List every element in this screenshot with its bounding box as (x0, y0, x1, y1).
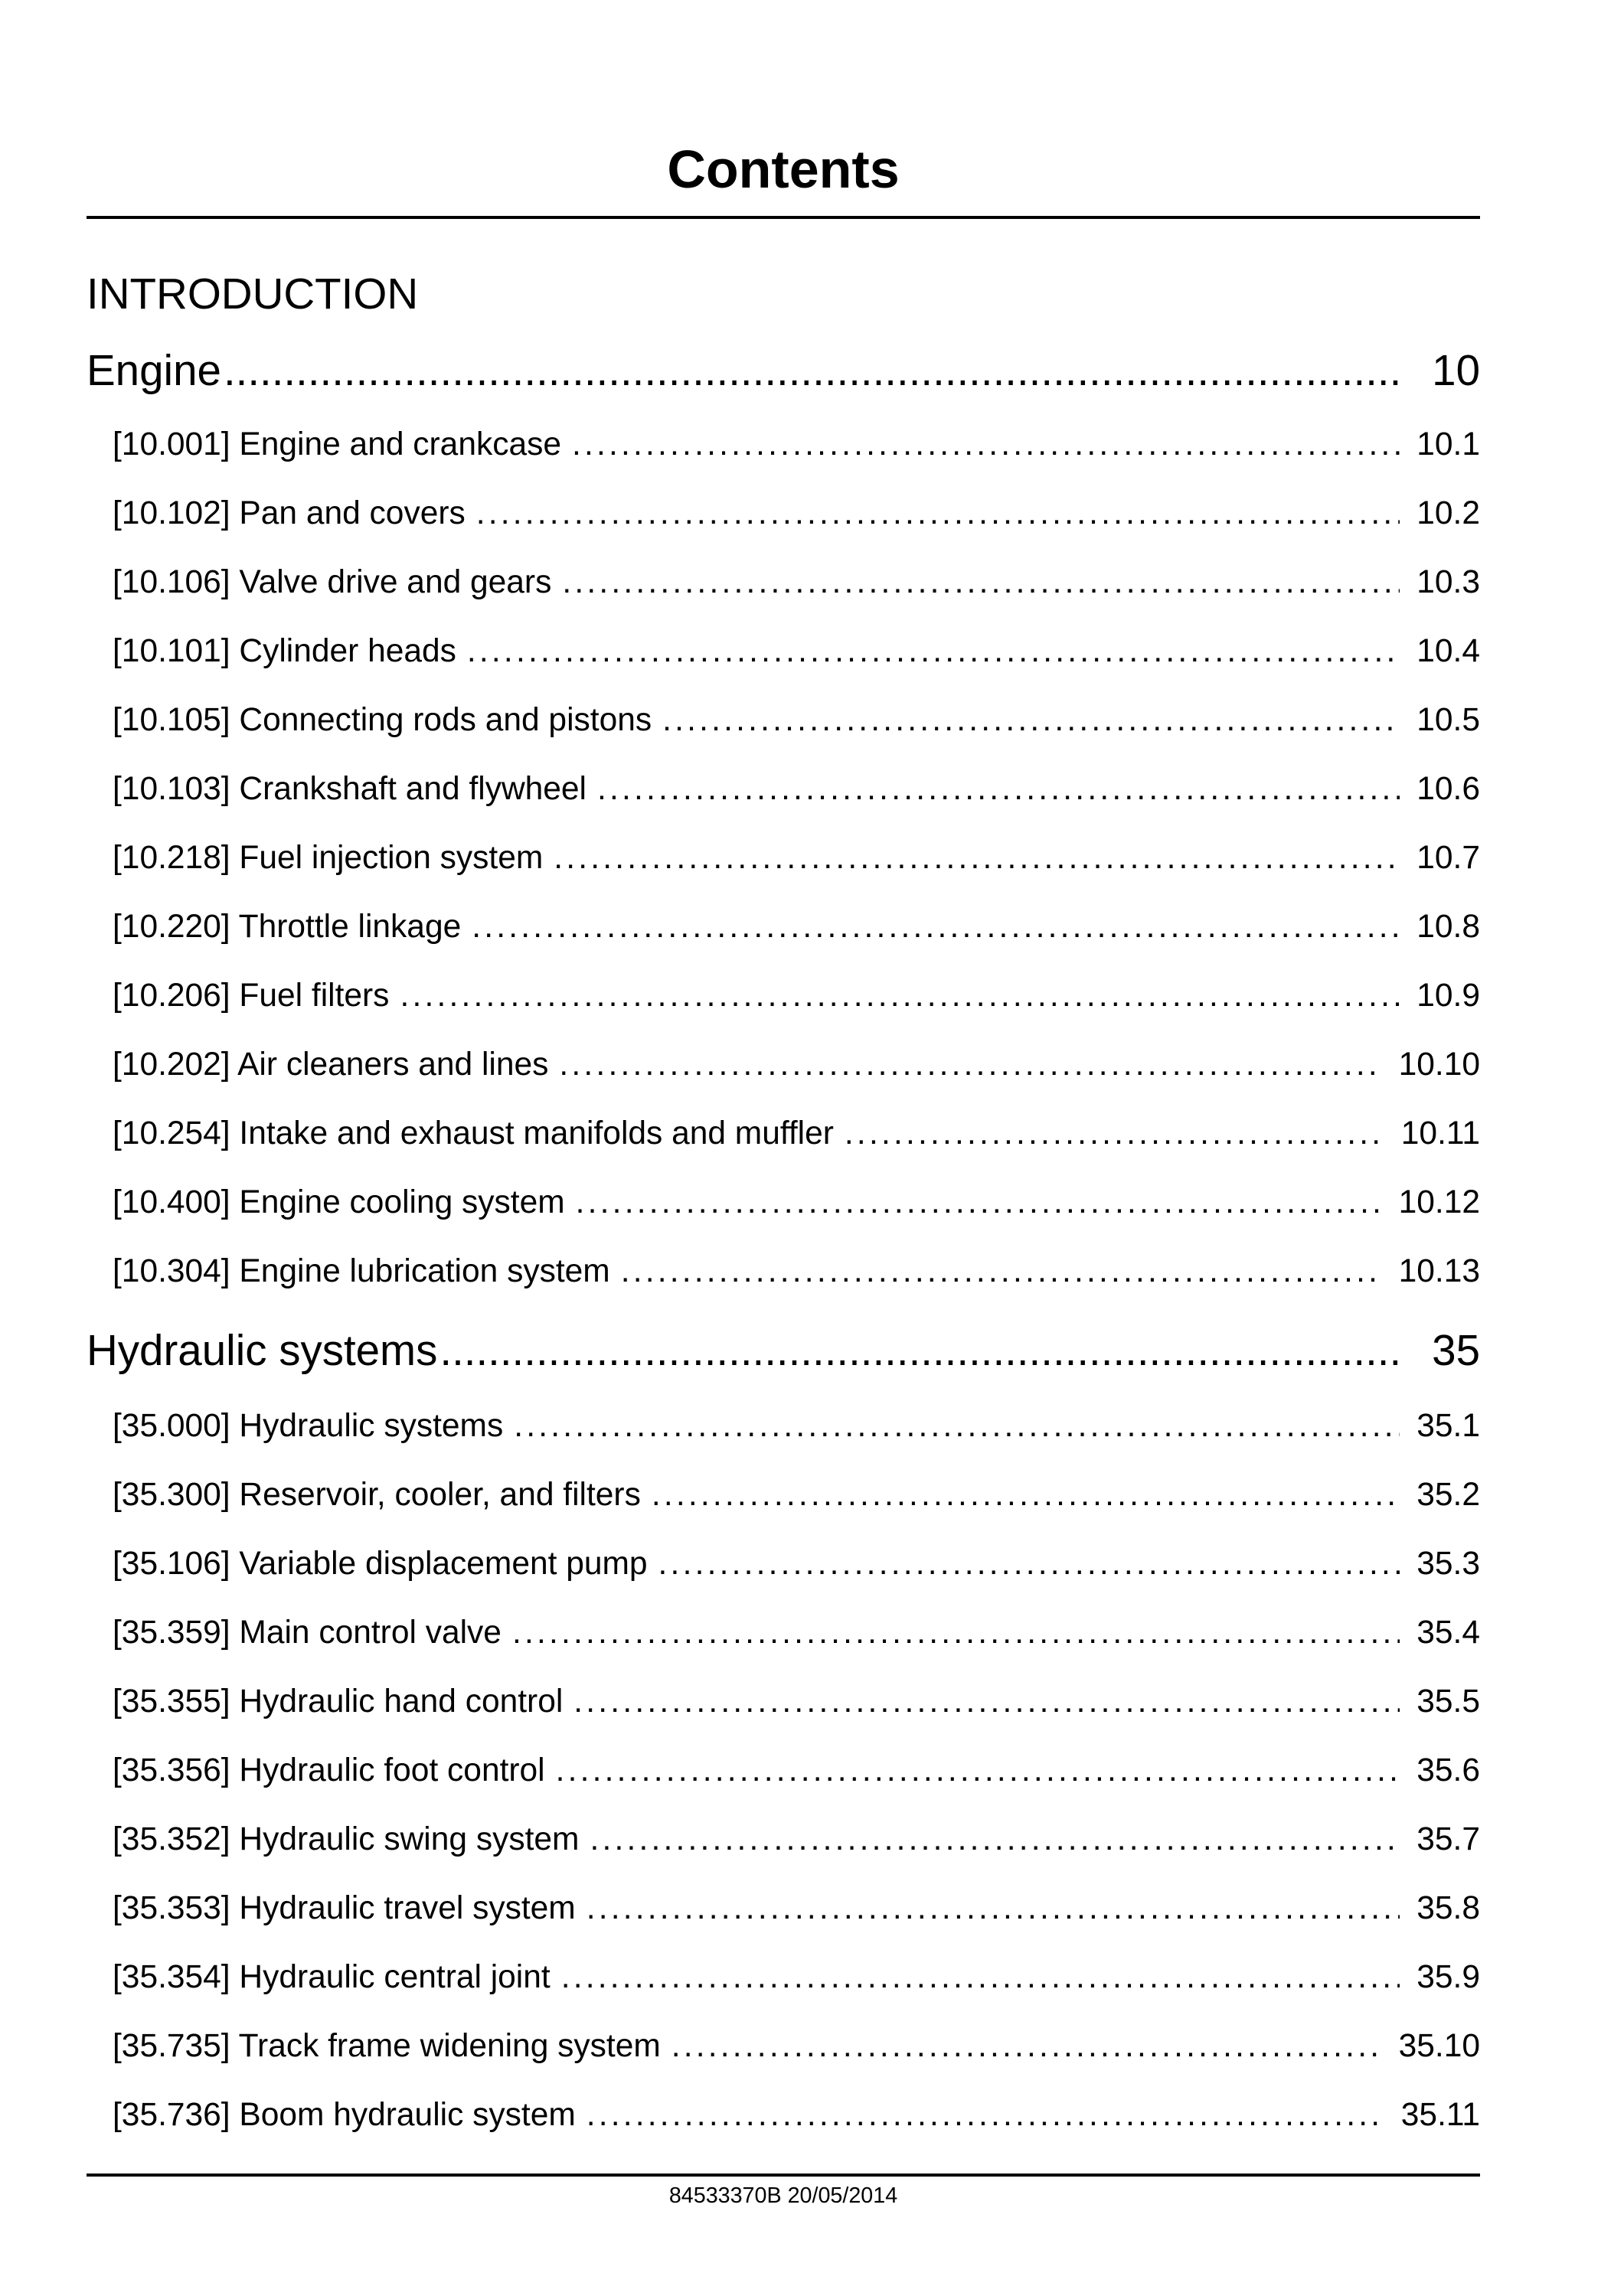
dot-leader (472, 893, 1400, 962)
footer-document-id: 84533370B 20/05/2014 (668, 2183, 898, 2208)
toc-entry-label: [35.355] Hydraulic hand control (113, 1684, 564, 1720)
toc-entry-page: 10.7 (1417, 840, 1480, 876)
toc-entry-label: [10.202] Air cleaners and lines (113, 1047, 549, 1083)
dot-leader (476, 479, 1400, 548)
toc-entry-page: 35.1 (1417, 1408, 1480, 1444)
toc-entry[interactable] (87, 410, 1480, 479)
dot-leader (590, 1805, 1400, 1874)
toc-entry-page: 10.2 (1417, 495, 1480, 531)
toc-entry-page: 35.5 (1417, 1684, 1480, 1720)
dot-leader (597, 755, 1400, 824)
toc-entry-page: 10.10 (1398, 1047, 1480, 1083)
toc-entry[interactable] (87, 479, 1480, 548)
dot-leader (662, 686, 1400, 755)
toc-entry-label: [10.102] Pan and covers (113, 495, 466, 531)
dot-leader (514, 1392, 1400, 1461)
toc-entry[interactable] (87, 2081, 1480, 2150)
toc-entry-label: [10.206] Fuel filters (113, 978, 390, 1014)
toc-entry-list-hydraulic (87, 1392, 1480, 2150)
toc-entry[interactable] (87, 686, 1480, 755)
toc-entry[interactable] (87, 1943, 1480, 2012)
toc-entry[interactable] (87, 2012, 1480, 2081)
toc-entry[interactable] (87, 1736, 1480, 1805)
toc-entry-page: 35.6 (1417, 1752, 1480, 1788)
toc-entry[interactable] (87, 1599, 1480, 1667)
toc-entry-label: [35.352] Hydraulic swing system (113, 1821, 580, 1857)
bottom-divider (87, 2174, 1480, 2177)
toc-entry-label: [10.400] Engine cooling system (113, 1184, 565, 1220)
dot-leader (671, 2012, 1382, 2081)
toc-section-engine[interactable] (87, 346, 1480, 394)
dot-leader (587, 2081, 1384, 2150)
toc-entry-page: 10.5 (1417, 702, 1480, 738)
toc-entry-page: 10.3 (1417, 564, 1480, 600)
page-title: Contents (667, 139, 900, 199)
dot-leader (512, 1599, 1400, 1667)
toc-entry-page: 35.10 (1398, 2028, 1480, 2064)
toc-entry[interactable] (87, 962, 1480, 1030)
toc-entry-page: 35.8 (1417, 1890, 1480, 1926)
toc-entry-label: [10.106] Valve drive and gears (113, 564, 552, 600)
toc-entry-page: 35.2 (1417, 1477, 1480, 1513)
toc-entry-label: [35.106] Variable displacement pump (113, 1546, 648, 1582)
toc-entry[interactable] (87, 1874, 1480, 1943)
toc-entry-label: [10.103] Crankshaft and flywheel (113, 771, 587, 807)
toc-entry[interactable] (87, 1392, 1480, 1461)
dot-leader (439, 1329, 1401, 1373)
toc-entry-page: 10.4 (1417, 633, 1480, 669)
toc-section-page: 35 (1432, 1326, 1480, 1374)
dot-leader (587, 1874, 1400, 1943)
toc-entry-page: 10.12 (1398, 1184, 1480, 1220)
toc-section-title: Hydraulic systems (87, 1326, 438, 1374)
dot-leader (572, 410, 1400, 479)
toc-entry-page: 10.1 (1417, 426, 1480, 462)
toc-entry-page: 10.8 (1417, 909, 1480, 945)
toc-entry-label: [35.354] Hydraulic central joint (113, 1959, 551, 1995)
dot-leader (573, 1667, 1400, 1736)
introduction-heading: INTRODUCTION (87, 269, 419, 318)
toc-entry-label: [10.254] Intake and exhaust manifolds and muffler (113, 1115, 834, 1151)
toc-entry-label: [35.359] Main control valve (113, 1615, 502, 1651)
toc-entry[interactable] (87, 755, 1480, 824)
dot-leader (652, 1461, 1400, 1530)
toc-entry-page: 35.11 (1400, 2097, 1480, 2133)
dot-leader (556, 1736, 1400, 1805)
toc-entry-label: [35.356] Hydraulic foot control (113, 1752, 545, 1788)
dot-leader (224, 349, 1401, 393)
toc-entry-label: [10.001] Engine and crankcase (113, 426, 561, 462)
dot-leader (658, 1530, 1400, 1599)
toc-entry[interactable] (87, 1461, 1480, 1530)
toc-entry-list-engine (87, 410, 1480, 1306)
toc-entry-label: [10.304] Engine lubrication system (113, 1253, 610, 1289)
toc-section-title: Engine (87, 346, 221, 394)
toc-entry-label: [35.353] Hydraulic travel system (113, 1890, 576, 1926)
toc-entry-page: 10.9 (1417, 978, 1480, 1014)
top-divider (87, 216, 1480, 219)
toc-entry-label: [35.735] Track frame widening system (113, 2028, 661, 2064)
toc-entry-label: [10.220] Throttle linkage (113, 909, 462, 945)
toc-entry-page: 10.11 (1400, 1115, 1480, 1151)
dot-leader (621, 1237, 1382, 1306)
dot-leader (562, 548, 1400, 617)
toc-entry[interactable] (87, 617, 1480, 686)
toc-entry[interactable] (87, 824, 1480, 893)
dot-leader (400, 962, 1400, 1030)
toc-entry[interactable] (87, 1530, 1480, 1599)
dot-leader (845, 1099, 1384, 1168)
toc-entry[interactable] (87, 548, 1480, 617)
toc-section-hydraulic-systems[interactable] (87, 1326, 1480, 1374)
toc-entry-label: [35.000] Hydraulic systems (113, 1408, 504, 1444)
toc-entry-label: [10.105] Connecting rods and pistons (113, 702, 652, 738)
toc-entry-page: 35.7 (1417, 1821, 1480, 1857)
toc-entry[interactable] (87, 1237, 1480, 1306)
dot-leader (559, 1030, 1381, 1099)
dot-leader (554, 824, 1400, 893)
toc-entry-label: [35.736] Boom hydraulic system (113, 2097, 576, 2133)
toc-entry[interactable] (87, 1099, 1480, 1168)
toc-section-page: 10 (1432, 346, 1480, 394)
toc-entry-page: 10.6 (1417, 771, 1480, 807)
toc-entry[interactable] (87, 1030, 1480, 1099)
toc-entry-label: [10.101] Cylinder heads (113, 633, 456, 669)
toc-entry-page: 35.9 (1417, 1959, 1480, 1995)
dot-leader (576, 1168, 1382, 1237)
toc-entry[interactable] (87, 1667, 1480, 1736)
toc-entry-page: 10.13 (1398, 1253, 1480, 1289)
toc-entry[interactable] (87, 1805, 1480, 1874)
toc-entry-label: [35.300] Reservoir, cooler, and filters (113, 1477, 641, 1513)
dot-leader (467, 617, 1400, 686)
toc-entry-page: 35.3 (1417, 1546, 1480, 1582)
toc-entry[interactable] (87, 893, 1480, 962)
dot-leader (561, 1943, 1400, 2012)
toc-entry-label: [10.218] Fuel injection system (113, 840, 544, 876)
toc-entry-page: 35.4 (1417, 1615, 1480, 1651)
toc-entry[interactable] (87, 1168, 1480, 1237)
